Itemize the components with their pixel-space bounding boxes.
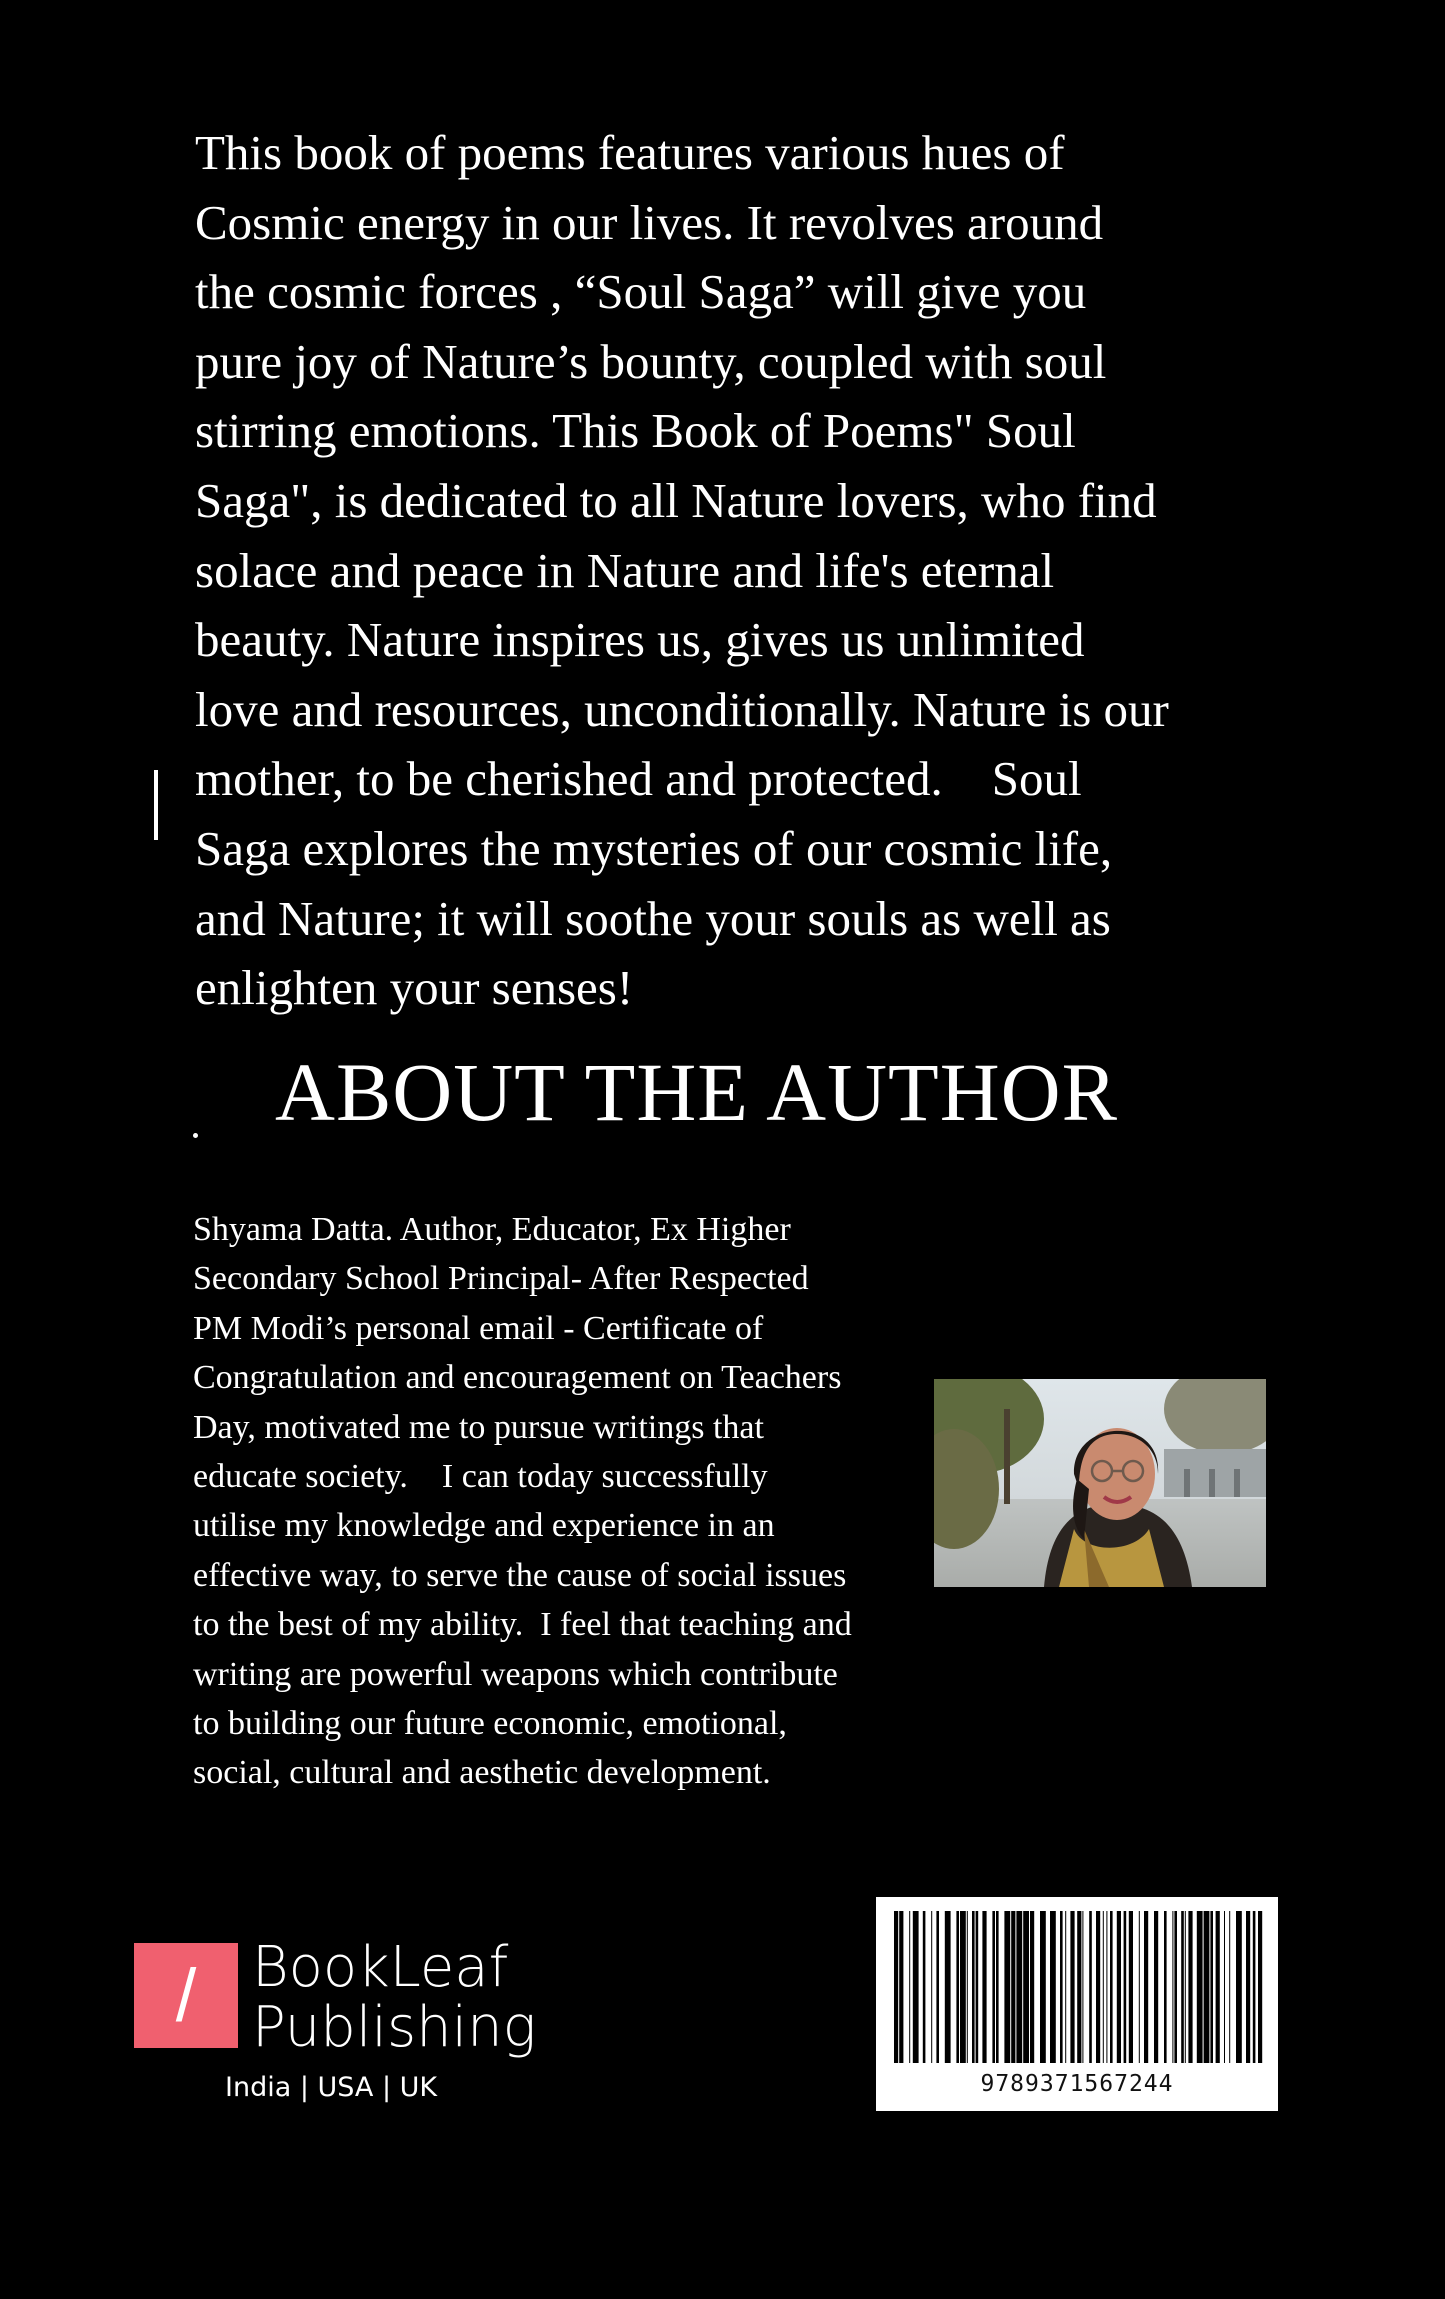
barcode-bar <box>1023 1911 1029 2063</box>
barcode-bar <box>923 1911 926 2063</box>
author-bio <box>193 1205 933 1798</box>
blurb-line: pure joy of Nature’s bounty, coupled with soul <box>195 333 1107 389</box>
barcode-bar <box>1110 1911 1113 2063</box>
bookleaf-logo-mark <box>134 1943 238 2048</box>
barcode-bar <box>1253 1911 1256 2063</box>
publisher-regions: India | USA | UK <box>225 2072 438 2103</box>
barcode-bar <box>967 1911 968 2063</box>
bio-line: to building our future economic, emotional, <box>193 1705 787 1743</box>
blurb-line: enlighten your senses! <box>195 960 634 1016</box>
barcode-bar <box>1096 1911 1100 2063</box>
bio-line: writing are powerful weapons which contribute <box>193 1655 838 1693</box>
bio-line: effective way, to serve the cause of social issues <box>193 1556 847 1594</box>
bio-line: utilise my knowledge and experience in an <box>193 1507 775 1545</box>
barcode-bar <box>1185 1911 1186 2063</box>
publisher-name-line2: Publishing <box>252 1995 537 2060</box>
bio-line: to the best of my ability. I feel that teaching and <box>193 1606 852 1644</box>
barcode-bar <box>1224 1911 1225 2063</box>
bullet-dot <box>193 1133 198 1138</box>
barcode-bar <box>1040 1911 1046 2063</box>
barcode-bar <box>1164 1911 1167 2063</box>
barcode-bar <box>899 1911 903 2063</box>
barcode-bar <box>982 1911 986 2063</box>
logo-slash-glyph: / <box>175 1954 197 2037</box>
barcode-bar <box>1154 1911 1158 2063</box>
barcode-bar <box>1258 1911 1262 2063</box>
barcode-bar <box>1060 1911 1063 2063</box>
about-author-heading: ABOUT THE AUTHOR <box>275 1046 1118 1138</box>
blurb-line: and Nature; it will soothe your souls as well as <box>195 890 1111 946</box>
barcode-bar <box>1197 1911 1203 2063</box>
bio-line: Congratulation and encouragement on Teachers <box>193 1359 842 1397</box>
barcode-bar <box>1210 1911 1213 2063</box>
barcode-bar <box>1117 1911 1121 2063</box>
bio-line: Secondary School Principal- After Respected <box>193 1260 809 1298</box>
blurb-line: mother, to be cherished and protected. Soul <box>195 751 1082 807</box>
bio-line: Shyama Datta. Author, Educator, Ex Higher <box>193 1211 791 1248</box>
barcode-bar <box>996 1911 999 2063</box>
barcode-bar <box>1016 1911 1022 2063</box>
book-blurb <box>195 118 1255 1023</box>
publisher-name-line1: BookLeaf <box>252 1935 509 2000</box>
barcode-bar <box>894 1911 898 2063</box>
bio-line: social, cultural and aesthetic development. <box>193 1754 771 1792</box>
barcode-bar <box>936 1911 939 2063</box>
bio-line: educate society. I can today successfully <box>193 1458 768 1496</box>
barcode-bar <box>1246 1911 1250 2063</box>
blurb-line: stirring emotions. This Book of Poems" Soul <box>195 403 1076 459</box>
barcode-bar <box>992 1911 995 2063</box>
blurb-line: This book of poems features various hues of <box>195 125 1065 180</box>
barcode-bar <box>1106 1911 1107 2063</box>
barcode-bar <box>1216 1911 1220 2063</box>
bio-line: PM Modi’s personal email - Certificate of <box>193 1309 764 1347</box>
barcode-bar <box>1124 1911 1127 2063</box>
barcode-bar <box>1082 1911 1083 2063</box>
barcode-bar <box>960 1911 966 2063</box>
barcode-bar <box>1236 1911 1242 2063</box>
barcode-bar <box>972 1911 975 2063</box>
barcode-bar <box>1172 1911 1173 2063</box>
blurb-line: solace and peace in Nature and life's eternal <box>195 542 1055 598</box>
barcode-bar <box>1139 1911 1140 2063</box>
publisher-name <box>252 1935 537 2060</box>
barcode-bar <box>1004 1911 1010 2063</box>
text-cursor-mark <box>154 770 158 840</box>
barcode-bar <box>1204 1911 1210 2063</box>
author-photo <box>934 1379 1266 1587</box>
barcode-bar <box>1030 1911 1034 2063</box>
barcode-bar <box>1129 1911 1133 2063</box>
isbn-barcode <box>876 1897 1278 2111</box>
barcode-bar <box>909 1911 910 2063</box>
barcode-bar <box>913 1911 919 2063</box>
barcode-bar <box>1229 1911 1230 2063</box>
barcode-bar <box>945 1911 951 2063</box>
barcode-bar <box>1144 1911 1148 2063</box>
barcode-bar <box>1188 1911 1192 2063</box>
barcode-bar <box>1065 1911 1066 2063</box>
bio-line: Day, motivated me to pursue writings that <box>193 1408 764 1446</box>
blurb-line: beauty. Nature inspires us, gives us unlimited <box>195 612 1085 668</box>
blurb-line: love and resources, unconditionally. Nature is our <box>195 681 1169 737</box>
barcode-bar <box>956 1911 959 2063</box>
barcode-bar <box>1089 1911 1092 2063</box>
barcode-bar <box>1070 1911 1074 2063</box>
barcode-bar <box>1174 1911 1177 2063</box>
blurb-line: Saga explores the mysteries of our cosmic life, <box>195 820 1113 876</box>
blurb-line: the cosmic forces , “Soul Saga” will give you <box>195 264 1087 320</box>
barcode-bar <box>1050 1911 1056 2063</box>
barcode-bar <box>931 1911 932 2063</box>
blurb-line: Saga", is dedicated to all Nature lovers, who find <box>195 472 1157 528</box>
barcode-bar <box>1077 1911 1081 2063</box>
barcode-bar <box>976 1911 979 2063</box>
barcode-bar <box>1103 1911 1104 2063</box>
barcode-bar <box>1181 1911 1184 2063</box>
barcode-bar <box>1011 1911 1015 2063</box>
blurb-line: Cosmic energy in our lives. It revolves around <box>195 194 1104 250</box>
isbn-number: 9789371567244 <box>980 2071 1174 2097</box>
